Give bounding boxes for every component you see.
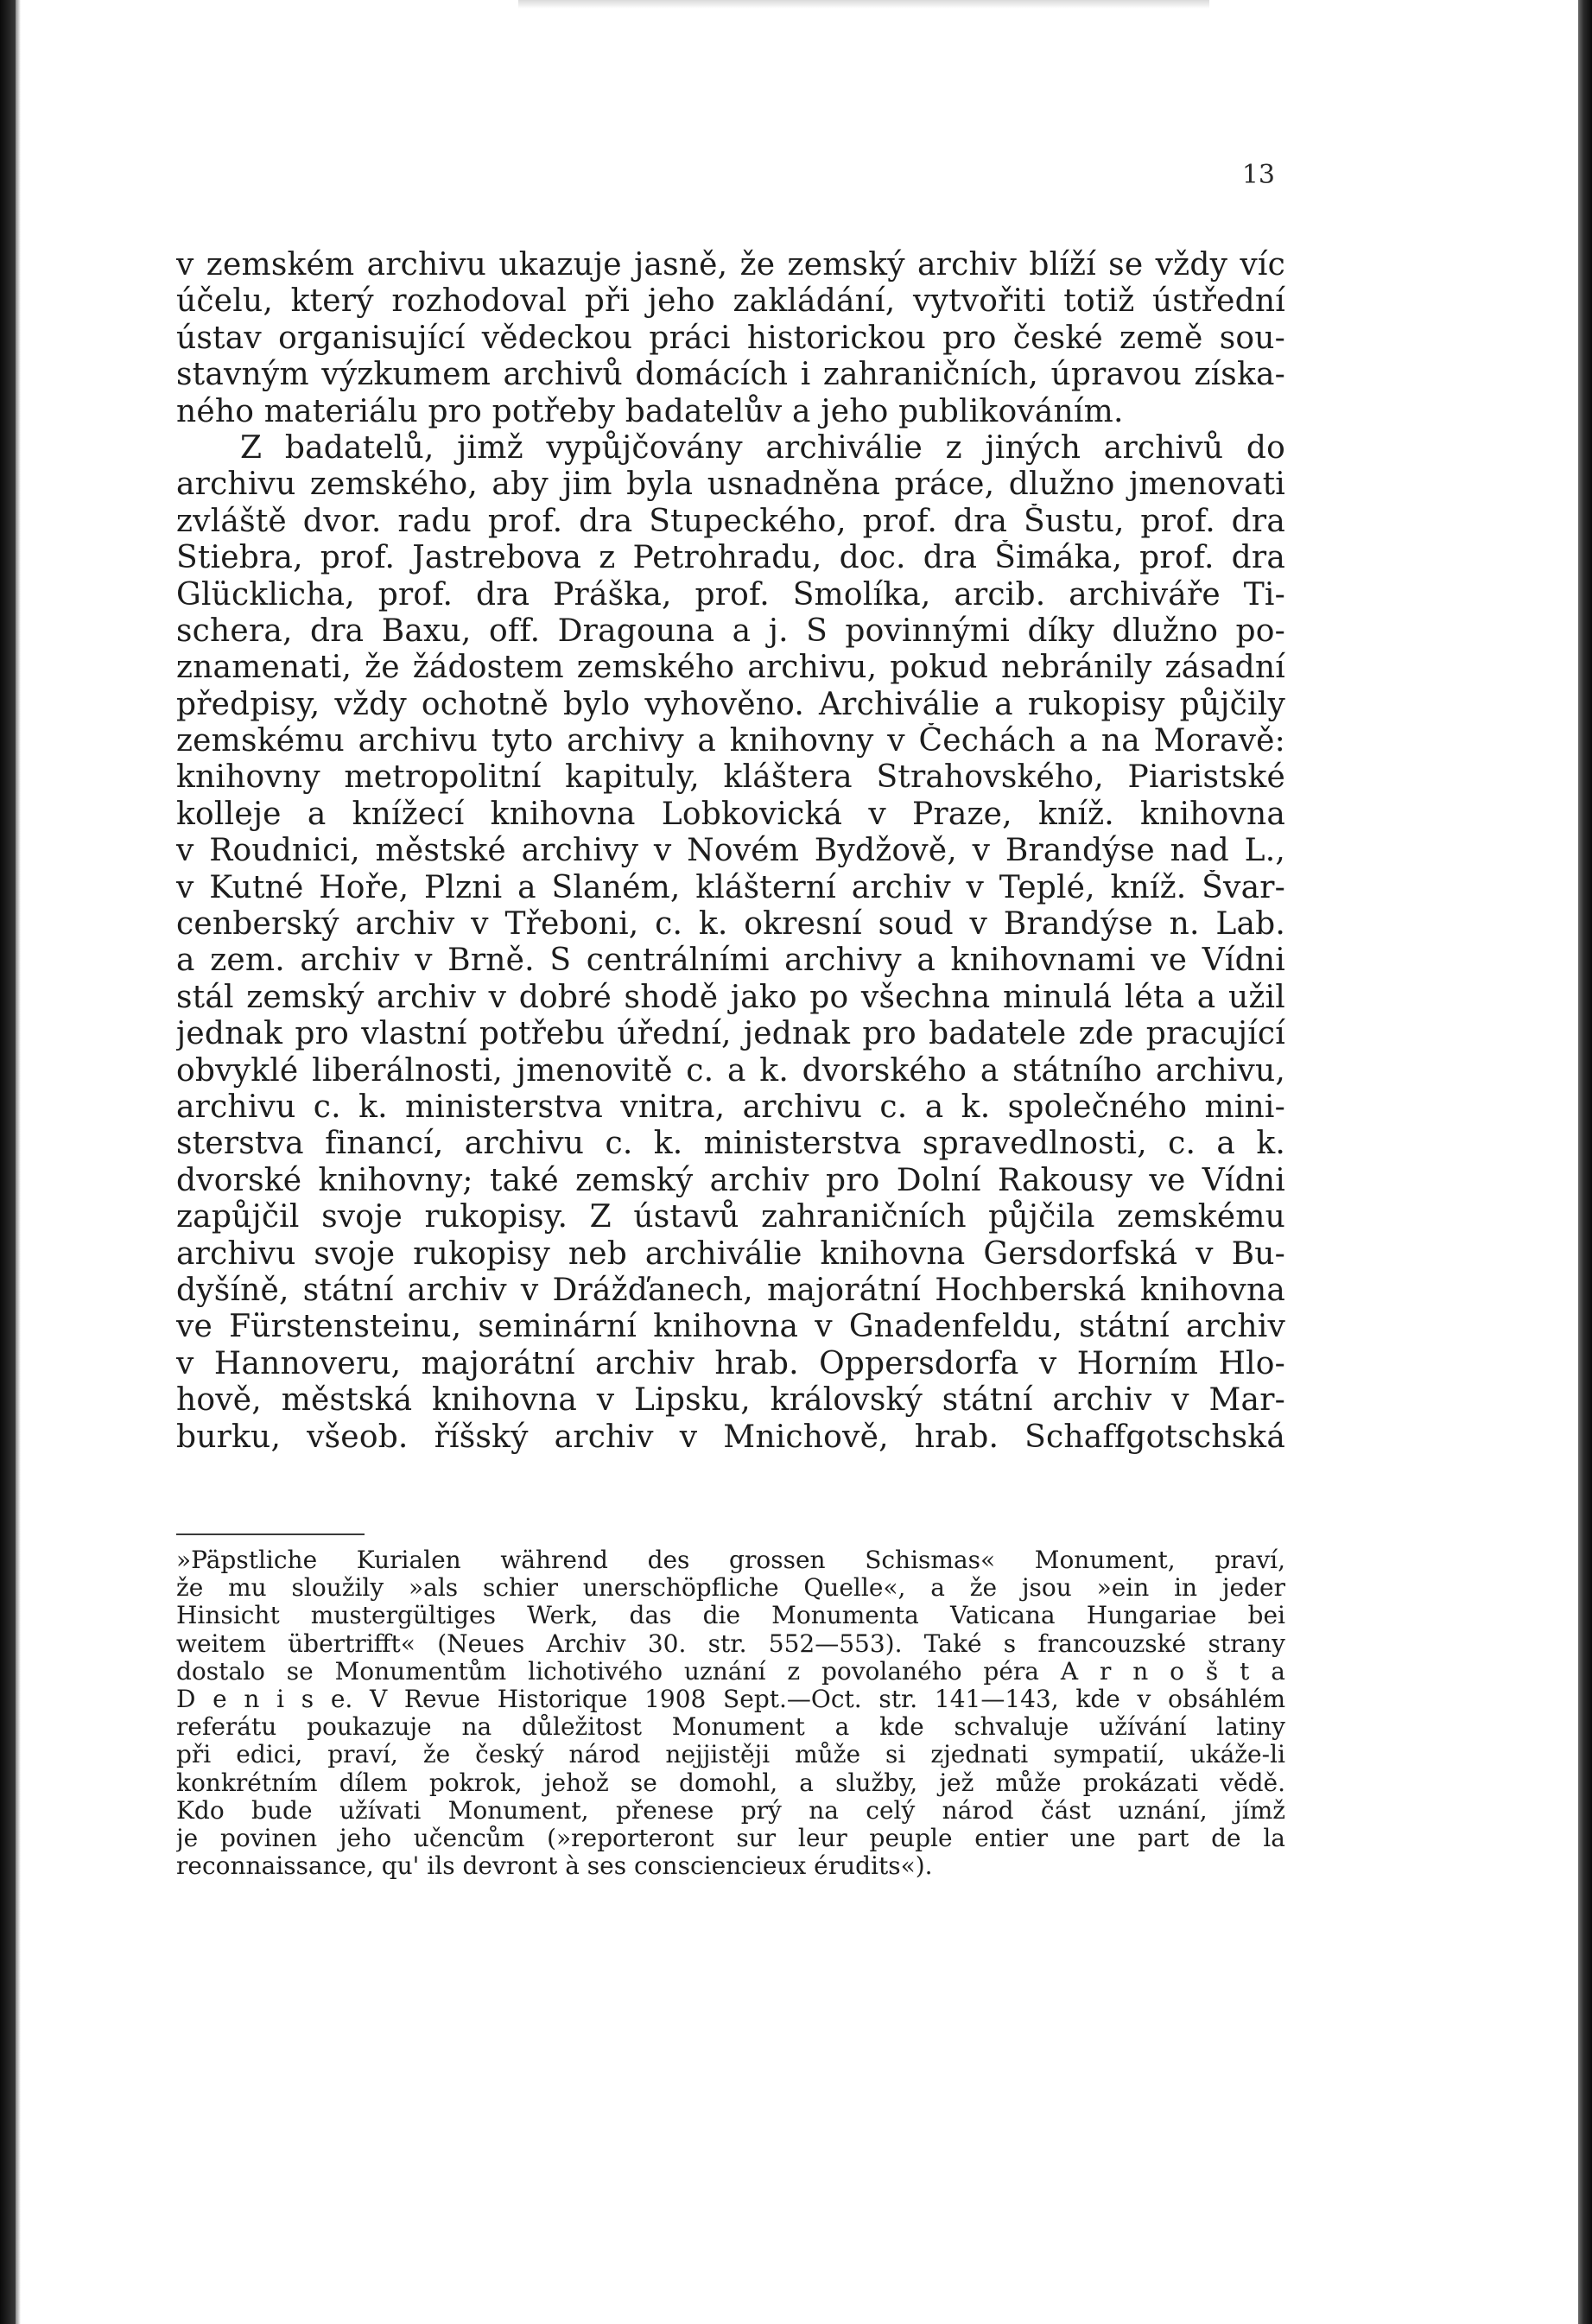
scan-edge-left-shadow — [16, 0, 21, 2324]
text-line: v Roudnici, městské archivy v Novém Bydžově, v Brandýse nad L., — [176, 833, 1285, 869]
footnote-line: weitem übertrifft« (Neues Archiv 30. str. 552—553). Také s francouzské strany — [176, 1629, 1285, 1658]
scan-edge-left — [0, 0, 16, 2324]
text-line: dyšíně, státní archiv v Drážďanech, majorátní Hochberská knihovna — [176, 1272, 1285, 1308]
text-line: v zemském archivu ukazuje jasně, že zemský archiv blíží se vždy víc — [176, 247, 1285, 283]
text-line: účelu, který rozhodoval při jeho zakládání, vytvořiti totiž ústřední — [176, 283, 1285, 320]
scan-edge-right — [1578, 0, 1592, 2324]
text-line: stavným výzkumem archivů domácích i zahraničních, úpravou získa- — [176, 357, 1285, 393]
text-line: znamenati, že žádostem zemského archivu, pokud nebránily zásadní — [176, 650, 1285, 686]
text-line: sterstva financí, archivu c. k. ministerstva spravedlnosti, c. a k. — [176, 1126, 1285, 1162]
text-line: ústav organisující vědeckou práci historickou pro české země sou- — [176, 320, 1285, 356]
footnote-line: je povinen jeho učencům (»reporteront sur leur peuple entier une part de la — [176, 1824, 1285, 1852]
text-line: burku, všeob. říšský archiv v Mnichově, hrab. Schaffgotschská — [176, 1419, 1285, 1455]
text-line: Glücklicha, prof. dra Práška, prof. Smolíka, arcib. archiváře Ti- — [176, 576, 1285, 613]
text-line: schera, dra Baxu, off. Dragouna a j. S povinnými díky dlužno po- — [176, 613, 1285, 649]
text-line: knihovny metropolitní kapituly, kláštera Strahovského, Piaristské — [176, 759, 1285, 796]
page-number: 13 — [1241, 160, 1275, 190]
text-line: archivu svoje rukopisy neb archiválie knihovna Gersdorfská v Bu- — [176, 1235, 1285, 1272]
footnote-line: D e n i s e. V Revue Historique 1908 Sept.—Oct. str. 141—143, kde v obsáhlém — [176, 1685, 1285, 1713]
text-line: hově, městská knihovna v Lipsku, královský státní archiv v Mar- — [176, 1382, 1285, 1419]
text-line: zemskému archivu tyto archivy a knihovny v Čechách a na Moravě: — [176, 723, 1285, 759]
text-line: ného materiálu pro potřeby badatelův a jeho publikováním. — [176, 393, 1124, 429]
main-text — [176, 247, 1285, 1456]
text-line: v Kutné Hoře, Plzni a Slaném, klášterní archiv v Teplé, kníž. Švar- — [176, 869, 1285, 905]
text-line: zvláště dvor. radu prof. dra Stupeckého, prof. dra Šustu, prof. dra — [176, 503, 1285, 539]
text-line: jednak pro vlastní potřebu úřední, jednak pro badatele zde pracující — [176, 1016, 1285, 1052]
footnote-line: reconnaissance, qu' ils devront à ses consciencieux érudits«). — [176, 1852, 933, 1881]
footnote-line: referátu poukazuje na důležitost Monument a kde schvaluje užívání latiny — [176, 1713, 1285, 1742]
scan-edge-top — [518, 0, 1209, 9]
text-line: obvyklé liberálnosti, jmenovitě c. a k. dvorského a státního archivu, — [176, 1052, 1285, 1089]
text-line: ve Fürstensteinu, seminární knihovna v Gnadenfeldu, státní archiv — [176, 1309, 1285, 1345]
text-line: v Hannoveru, majorátní archiv hrab. Oppersdorfa v Horním Hlo- — [176, 1345, 1285, 1381]
text-line: dvorské knihovny; také zemský archiv pro Dolní Rakousy ve Vídni — [176, 1162, 1285, 1198]
footnote-line: při edici, praví, že český národ nejjistěji může si zjednati sympatií, ukáže-li — [176, 1741, 1285, 1769]
footnote — [176, 1546, 1285, 1880]
text-line: archivu zemského, aby jim byla usnadněna práce, dlužno jmenovati — [176, 467, 1285, 503]
text-line: kolleje a knížecí knihovna Lobkovická v Praze, kníž. knihovna — [176, 796, 1285, 832]
footnote-separator — [176, 1533, 365, 1535]
text-line: předpisy, vždy ochotně bylo vyhověno. Archiválie a rukopisy půjčily — [176, 686, 1285, 722]
text-line: a zem. archiv v Brně. S centrálními archivy a knihovnami ve Vídni — [176, 943, 1285, 979]
footnote-line: »Päpstliche Kurialen während des grossen Schismas« Monument, praví, — [176, 1546, 1285, 1574]
footnote-line: konkrétním dílem pokrok, jehož se domohl, a služby, jež může prokázati vědě. — [176, 1768, 1285, 1797]
text-line: Stiebra, prof. Jastrebova z Petrohradu, doc. dra Šimáka, prof. dra — [176, 540, 1285, 576]
footnote-line: že mu sloužily »als schier unerschöpfliche Quelle«, a že jsou »ein in jeder — [176, 1574, 1285, 1603]
text-line: archivu c. k. ministerstva vnitra, archivu c. a k. společného mini- — [176, 1089, 1285, 1125]
footnote-line: Kdo bude užívati Monument, přenese prý na celý národ část uznání, jímž — [176, 1796, 1285, 1825]
text-line: cenberský archiv v Třeboni, c. k. okresní soud v Brandýse n. Lab. — [176, 906, 1285, 943]
text-line: stál zemský archiv v dobré shodě jako po všechna minulá léta a užil — [176, 979, 1285, 1015]
text-line: Z badatelů, jimž vypůjčovány archiválie z jiných archivů do — [240, 429, 1285, 466]
footnote-line: Hinsicht mustergültiges Werk, das die Monumenta Vaticana Hungariae bei — [176, 1602, 1285, 1630]
footnote-line: dostalo se Monumentům lichotivého uznání z povolaného péra A r n o š t a — [176, 1657, 1285, 1686]
text-line: zapůjčil svoje rukopisy. Z ústavů zahraničních půjčila zemskému — [176, 1199, 1285, 1235]
